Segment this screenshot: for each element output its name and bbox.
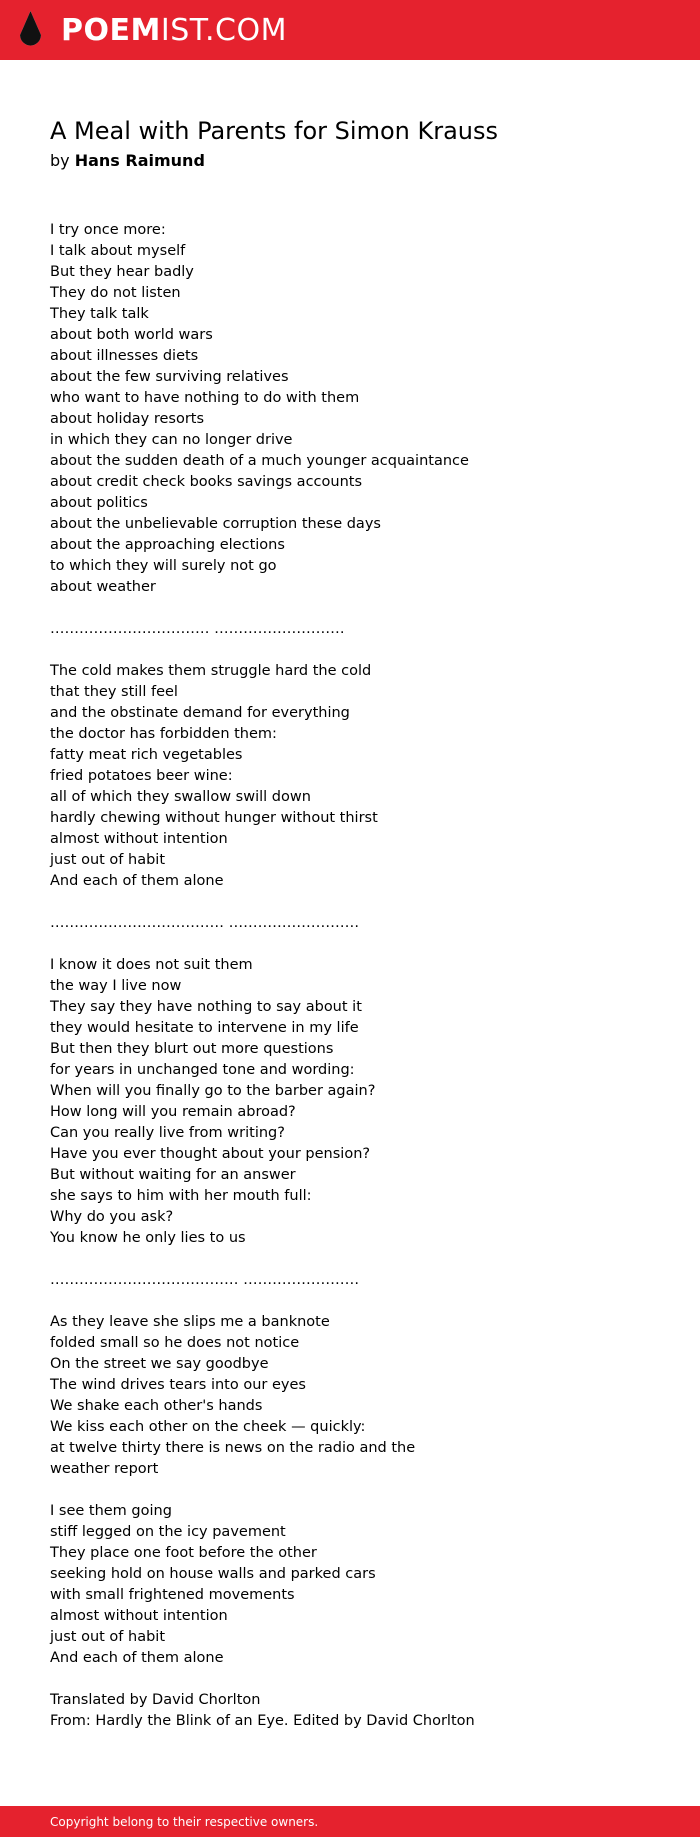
poem-line: ………………………………… …………………… bbox=[50, 1272, 360, 1288]
poem-line: about politics bbox=[50, 495, 148, 511]
logo-text-light: IST.COM bbox=[160, 13, 287, 48]
poem-line: to which they will surely not go bbox=[50, 558, 277, 574]
poem-line: who want to have nothing to do with them bbox=[50, 390, 360, 406]
poem-line: and the obstinate demand for everything bbox=[50, 705, 350, 721]
poem-line: folded small so he does not notice bbox=[50, 1335, 300, 1351]
poem-line: about the approaching elections bbox=[50, 537, 285, 553]
poem-byline bbox=[50, 151, 650, 171]
poem-line: just out of habit bbox=[50, 1629, 166, 1645]
poem-line: about holiday resorts bbox=[50, 411, 205, 427]
poem-stanza bbox=[50, 1270, 650, 1291]
copyright-text: Copyright belong to their respective owners. bbox=[50, 1815, 319, 1829]
site-logo-text bbox=[61, 10, 287, 52]
poem-line: From: Hardly the Blink of an Eye. Edited by David Chorlton bbox=[50, 1713, 475, 1729]
poem-content bbox=[50, 117, 650, 1732]
logo-text-bold: POEM bbox=[61, 13, 161, 48]
poem-line: in which they can no longer drive bbox=[50, 432, 293, 448]
poem-line: But they hear badly bbox=[50, 264, 194, 280]
poem-line: How long will you remain abroad? bbox=[50, 1104, 296, 1120]
poem-line: about credit check books savings accounts bbox=[50, 474, 363, 490]
poem-line: On the street we say goodbye bbox=[50, 1356, 269, 1372]
poem-line: almost without intention bbox=[50, 831, 228, 847]
poem-line: almost without intention bbox=[50, 1608, 228, 1624]
poem-stanza bbox=[50, 913, 650, 934]
poem-line: all of which they swallow swill down bbox=[50, 789, 311, 805]
poem-line: They say they have nothing to say about it bbox=[50, 999, 362, 1015]
site-header bbox=[0, 0, 700, 60]
poem-line: You know he only lies to us bbox=[50, 1230, 246, 1246]
poem-line: They place one foot before the other bbox=[50, 1545, 317, 1561]
site-logo[interactable] bbox=[17, 10, 287, 52]
poem-line: that they still feel bbox=[50, 684, 178, 700]
poem-line: about both world wars bbox=[50, 327, 213, 343]
poem-line: The wind drives tears into our eyes bbox=[50, 1377, 306, 1393]
site-footer bbox=[0, 1806, 700, 1837]
poem-line: just out of habit bbox=[50, 852, 166, 868]
poem-line: Why do you ask? bbox=[50, 1209, 174, 1225]
poem-stanza bbox=[50, 1312, 650, 1480]
poem-line: I try once more: bbox=[50, 222, 166, 238]
poem-line: weather report bbox=[50, 1461, 159, 1477]
poem-line: I see them going bbox=[50, 1503, 172, 1519]
poem-line: But then they blurt out more questions bbox=[50, 1041, 334, 1057]
poem-line: And each of them alone bbox=[50, 873, 224, 889]
poem-line: the way I live now bbox=[50, 978, 182, 994]
poem-line: They talk talk bbox=[50, 306, 149, 322]
poem-line: about the unbelievable corruption these days bbox=[50, 516, 381, 532]
poem-stanza bbox=[50, 661, 650, 892]
poem-line: about illnesses diets bbox=[50, 348, 199, 364]
poem-line: And each of them alone bbox=[50, 1650, 224, 1666]
poem-line: about weather bbox=[50, 579, 156, 595]
poem-line: they would hesitate to intervene in my life bbox=[50, 1020, 359, 1036]
poem-line: about the few surviving relatives bbox=[50, 369, 289, 385]
poem-line: …………………………… ……………………… bbox=[50, 621, 345, 637]
poem-line: seeking hold on house walls and parked cars bbox=[50, 1566, 376, 1582]
poem-line: Translated by David Chorlton bbox=[50, 1692, 261, 1708]
poem-line: ……………………………… ……………………… bbox=[50, 915, 360, 931]
poem-stanza bbox=[50, 1690, 650, 1732]
poem-line: We shake each other's hands bbox=[50, 1398, 263, 1414]
poem-line: When will you finally go to the barber again? bbox=[50, 1083, 376, 1099]
poem-line: fried potatoes beer wine: bbox=[50, 768, 233, 784]
poem-stanza bbox=[50, 619, 650, 640]
poem-line: I talk about myself bbox=[50, 243, 186, 259]
poem-line: hardly chewing without hunger without thirst bbox=[50, 810, 378, 826]
poem-line: But without waiting for an answer bbox=[50, 1167, 296, 1183]
poem-line: They do not listen bbox=[50, 285, 181, 301]
poem-line: We kiss each other on the cheek — quickly: bbox=[50, 1419, 366, 1435]
poem-body bbox=[50, 220, 650, 1732]
poem-line: she says to him with her mouth full: bbox=[50, 1188, 312, 1204]
poem-stanza bbox=[50, 955, 650, 1249]
poem-line: As they leave she slips me a banknote bbox=[50, 1314, 330, 1330]
poem-line: at twelve thirty there is news on the radio and the bbox=[50, 1440, 416, 1456]
poem-stanza bbox=[50, 1501, 650, 1669]
poem-author[interactable]: Hans Raimund bbox=[74, 151, 205, 170]
poem-title: A Meal with Parents for Simon Krauss bbox=[50, 117, 498, 145]
pencil-logo-icon bbox=[17, 10, 44, 52]
poem-line: the doctor has forbidden them: bbox=[50, 726, 277, 742]
poem-line: for years in unchanged tone and wording: bbox=[50, 1062, 355, 1078]
poem-line: I know it does not suit them bbox=[50, 957, 253, 973]
poem-line: with small frightened movements bbox=[50, 1587, 295, 1603]
poem-line: Can you really live from writing? bbox=[50, 1125, 285, 1141]
poem-line: Have you ever thought about your pension? bbox=[50, 1146, 371, 1162]
poem-stanza bbox=[50, 220, 650, 598]
poem-line: about the sudden death of a much younger acquaintance bbox=[50, 453, 469, 469]
poem-line: stiff legged on the icy pavement bbox=[50, 1524, 286, 1540]
poem-line: The cold makes them struggle hard the cold bbox=[50, 663, 372, 679]
by-label: by bbox=[50, 151, 70, 170]
poem-line: fatty meat rich vegetables bbox=[50, 747, 243, 763]
